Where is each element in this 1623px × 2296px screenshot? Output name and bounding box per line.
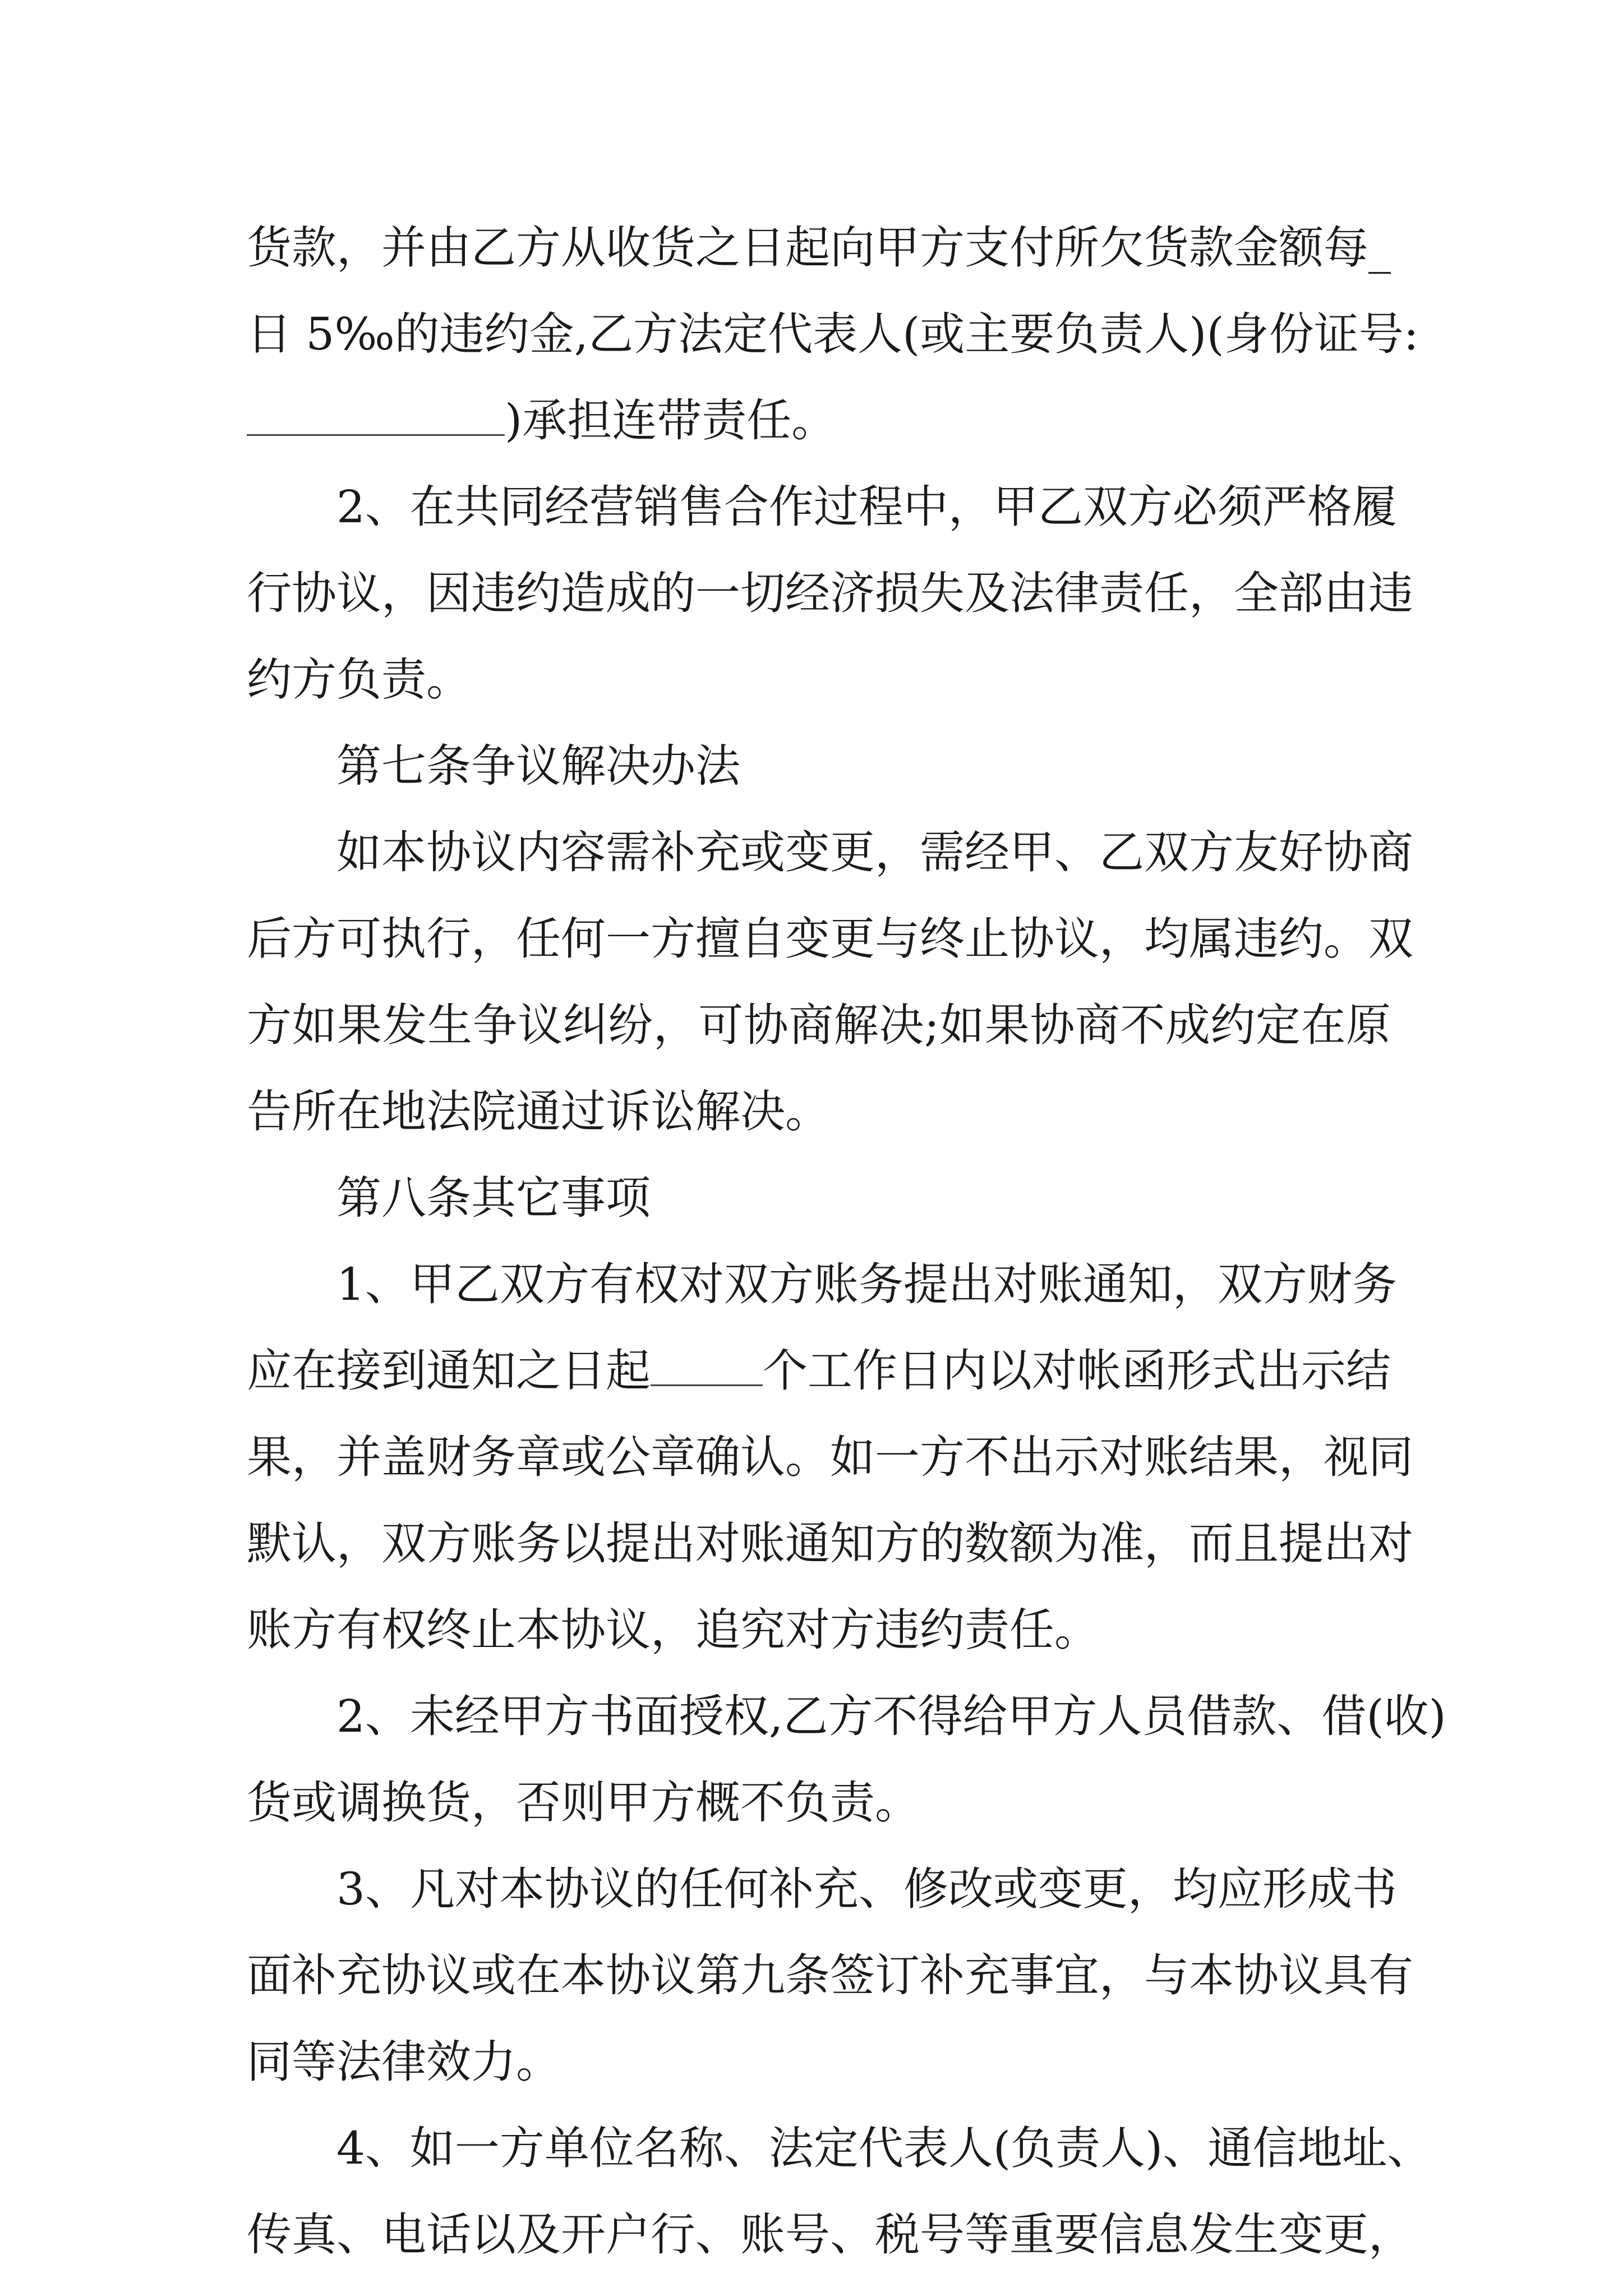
text-line: 面补充协议或在本协议第九条签订补充事宜，与本协议具有: [247, 1949, 1413, 2001]
text-line: [247, 1328, 1391, 1414]
text-line: [247, 378, 1391, 464]
section-heading: 第七条争议解决办法: [336, 740, 740, 792]
paragraph-line: 2、未经甲方书面授权,乙方不得给甲方人员借款、借(收): [336, 1690, 1446, 1742]
text-fragment: 个工作日内以对帐函形式出示结: [763, 1345, 1391, 1397]
text-line: 后方可执行，任何一方擅自变更与终止协议，均属违约。双: [247, 913, 1413, 965]
paragraph-line: 2、在共同经营销售合作过程中，甲乙双方必须严格履: [336, 481, 1397, 533]
text-fragment: 应在接到通知之日起: [247, 1345, 651, 1397]
text-line: 果，并盖财务章或公章确认。如一方不出示对账结果，视同: [247, 1431, 1413, 1483]
text-line: 同等法律效力。: [247, 2036, 561, 2088]
text-line: 账方有权终止本协议，追究对方违约责任。: [247, 1604, 1099, 1656]
paragraph-line: 1、甲乙双方有权对双方账务提出对账通知，双方财务: [336, 1258, 1397, 1310]
text-line: 行协议，因违约造成的一切经济损失及法律责任，全部由违: [247, 567, 1413, 619]
text-line: 日 5‰的违约金,乙方法定代表人(或主要负责人)(身份证号:: [247, 308, 1419, 360]
fill-in-blank: [651, 1345, 763, 1386]
text-fragment: )承担连带责任。: [505, 394, 837, 447]
section-heading: 第八条其它事项: [336, 1172, 651, 1224]
text-line: 方如果发生争议纠纷，可协商解决;如果协商不成约定在原: [247, 999, 1391, 1051]
text-line: 传真、电话以及开户行、账号、税号等重要信息发生变更，: [247, 2208, 1413, 2261]
text-line: 货款，并由乙方从收货之日起向甲方支付所欠货款金额每_: [247, 222, 1391, 274]
text-line: 货或调换货，否则甲方概不负责。: [247, 1777, 920, 1829]
document-body: [247, 205, 1446, 2278]
paragraph-line: 4、如一方单位名称、法定代表人(负责人)、通信地址、: [336, 2122, 1432, 2174]
paragraph-line: 如本协议内容需补充或变更，需经甲、乙双方友好协商: [336, 826, 1413, 878]
text-line: 约方负责。: [247, 654, 471, 706]
text-line: 告所在地法院通过诉讼解决。: [247, 1085, 830, 1138]
fill-in-blank: [247, 395, 505, 436]
paragraph-line: 3、凡对本协议的任何补充、修改或变更，均应形成书: [336, 1863, 1397, 1915]
text-line: 默认，双方账务以提出对账通知方的数额为准，而且提出对: [247, 1517, 1413, 1570]
